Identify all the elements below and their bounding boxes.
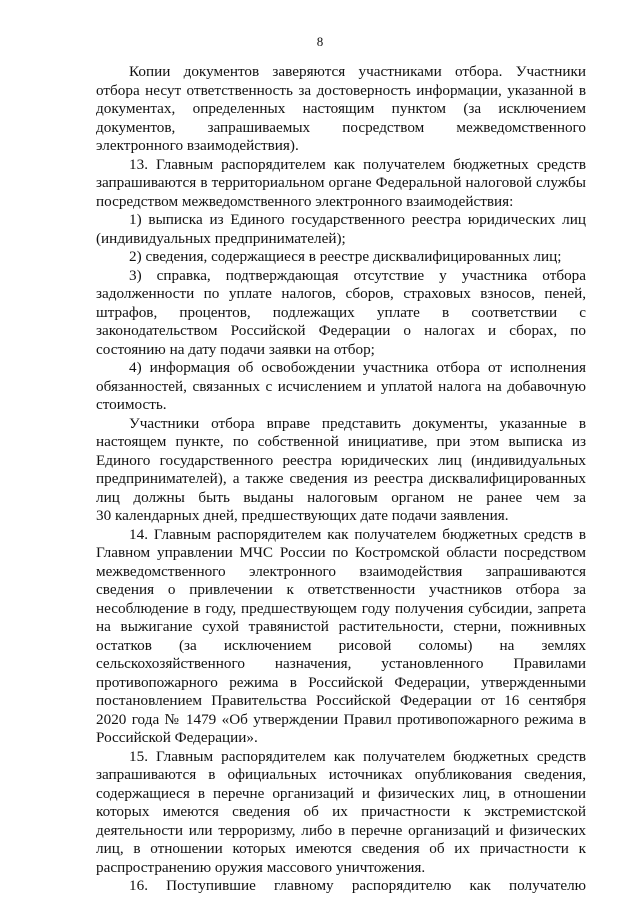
text-line: содержащиеся в перечне организаций и физических лиц, в отношении: [96, 784, 586, 802]
text-line: лиц должны быть выданы налоговым органом не ранее чем за: [96, 488, 586, 506]
text-line: 4) информация об освобождении участника отбора от исполнения: [129, 359, 586, 376]
text-line: предпринимателей), а также сведения из реестра дисквалифицированных: [96, 470, 586, 487]
text-line: Единого государственного реестра юридических лиц (индивидуальных: [96, 451, 586, 469]
text-line: 2020 года № 1479 «Об утверждении Правил противопожарного режима в: [96, 710, 586, 728]
text-line: 15. Главным распорядителем как получателем бюджетных средств: [129, 747, 586, 765]
text-line: задолженности по уплате налогов, сборов, страховых взносов, пеней,: [96, 285, 586, 302]
text-line: настоящем пункте, по собственной инициативе, при этом выписка из: [96, 433, 586, 450]
text-line: запрашиваются в территориальном органе Федеральной налоговой службы: [96, 174, 586, 191]
text-line: 1) выписка из Единого государственного реестра юридических лиц: [129, 211, 586, 228]
text-line: межведомственного электронного взаимодействия запрашиваются: [96, 562, 586, 580]
text-line: обязанностей, связанных с исчислением и уплатой налога на добавочную: [96, 377, 586, 395]
text-line: остатков (за исключением рисовой соломы) на землях: [96, 636, 586, 654]
text-line: деятельности или терроризму, либо в перечне организаций и физических: [96, 821, 586, 839]
text-line: Участники отбора вправе представить документы, указанные в: [129, 414, 586, 432]
text-line: стоимость.: [96, 396, 167, 413]
text-line: 14. Главным распорядителем как получателем бюджетных средств в: [129, 525, 586, 543]
text-line: несоблюдение в году, предшествующем году получения субсидии, запрета: [96, 599, 586, 617]
text-line: документов, запрашиваемых посредством межведомственного: [96, 118, 586, 136]
text-line: 3) справка, подтверждающая отсутствие у участника отбора: [129, 266, 586, 284]
text-line: (индивидуальных предпринимателей);: [96, 229, 346, 247]
text-line: законодательством Российской Федерации о налогах и сборах, по: [96, 322, 586, 339]
text-line: запрашиваются в официальных источниках опубликования сведения,: [96, 766, 586, 783]
text-line: сельскохозяйственного назначения, установленного Правилами: [96, 655, 586, 672]
text-line: электронного взаимодействия).: [96, 137, 299, 154]
text-line: штрафов, процентов, подлежащих уплате в соответствии с: [96, 303, 586, 321]
page-number: 8: [316, 34, 324, 49]
text-line: сведения о привлечении к ответственности участников отбора за: [96, 581, 586, 598]
text-line: 13. Главным распорядителем как получателем бюджетных средств: [129, 155, 586, 173]
text-line: на выжигание сухой травянистой растительности, стерни, пожнивных: [96, 618, 586, 635]
text-line: 30 календарных дней, предшествующих дате подачи заявления.: [96, 507, 509, 524]
text-line: Главном управлении МЧС России по Костромской области посредством: [96, 544, 586, 561]
text-line: 16. Поступившие главному распорядителю как получателю: [129, 877, 586, 894]
text-line: посредством межведомственного электронного взаимодействия:: [96, 192, 514, 210]
text-line: 2) сведения, содержащиеся в реестре дисквалифицированных лиц;: [129, 248, 562, 265]
text-line: которых имеются сведения об их причастности к экстремистской: [96, 803, 586, 820]
text-line: состоянию на дату подачи заявки на отбор;: [96, 340, 375, 358]
text-line: документах, определенных настоящим пунктом (за исключением: [96, 100, 586, 117]
text-line: постановлением Правительства Российской Федерации от 16 сентября: [96, 692, 586, 709]
document-body: [96, 63, 586, 896]
text-line: распространению оружия массового уничтожения.: [96, 858, 426, 876]
text-line: отбора несут ответственность за достоверность информации, указанной в: [96, 81, 586, 99]
text-line: противопожарного режима в Российской Федерации, утвержденными: [96, 673, 586, 691]
text-line: лиц, в отношении которых имеются сведения об их причастности к: [96, 840, 586, 857]
text-line: Копии документов заверяются участниками отбора. Участники: [129, 63, 586, 80]
text-line: Российской Федерации».: [96, 729, 258, 746]
